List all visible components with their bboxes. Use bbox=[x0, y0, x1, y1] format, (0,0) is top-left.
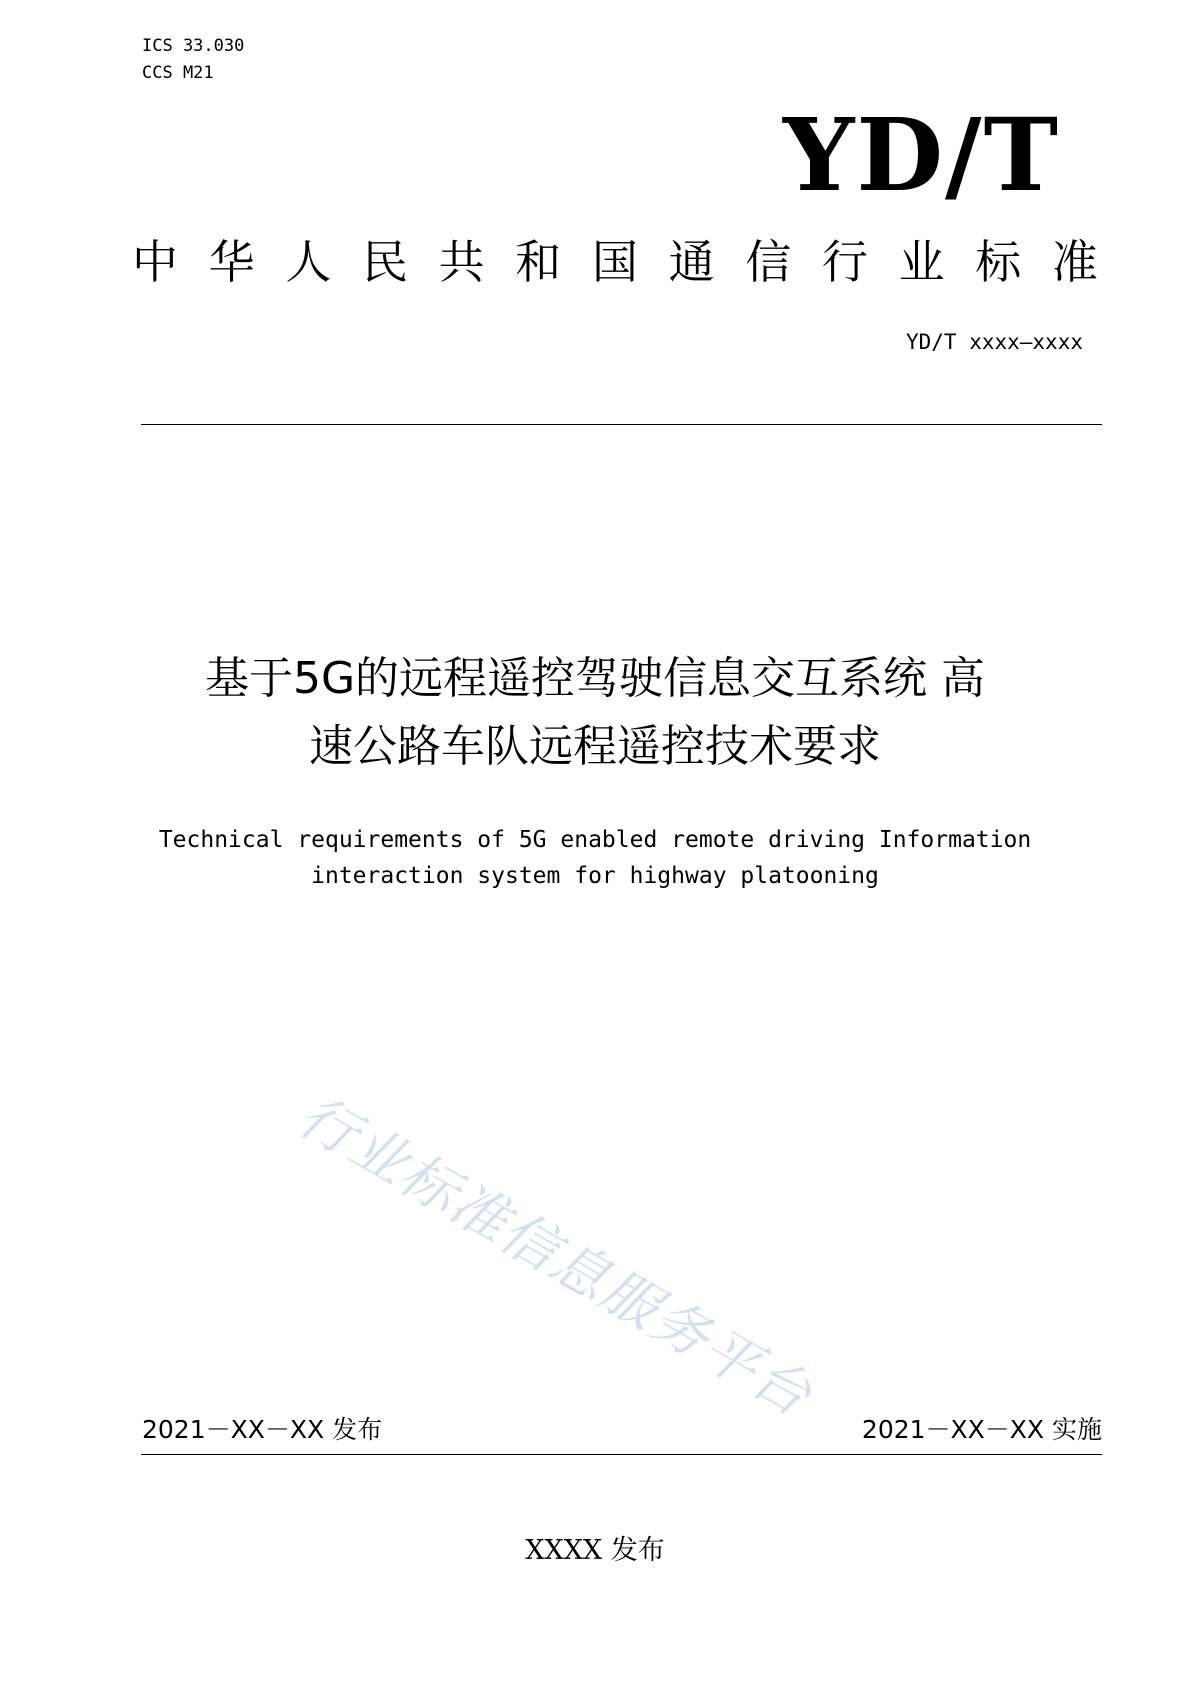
chinese-title-line-1: 基于5G的远程遥控驾驶信息交互系统 高 bbox=[204, 653, 986, 704]
organization-char: 共 bbox=[438, 235, 485, 289]
organization-char: 业 bbox=[898, 235, 945, 289]
standard-organization bbox=[132, 232, 1098, 292]
organization-char: 和 bbox=[515, 235, 562, 289]
bottom-divider bbox=[141, 1454, 1102, 1455]
organization-char: 行 bbox=[821, 235, 868, 289]
chinese-title-line-2: 速公路车队远程遥控技术要求 bbox=[309, 721, 881, 772]
organization-char: 标 bbox=[975, 235, 1022, 289]
ccs-code: CCS M21 bbox=[142, 63, 214, 83]
organization-char: 华 bbox=[208, 235, 255, 289]
standard-logo: YD/T bbox=[782, 96, 1060, 214]
top-divider bbox=[141, 424, 1102, 425]
english-title-line-2: interaction system for highway platooning bbox=[311, 863, 879, 889]
organization-char: 人 bbox=[285, 235, 332, 289]
organization-char: 中 bbox=[132, 235, 178, 289]
issue-date: 2021－XX－XX 发布 bbox=[142, 1415, 383, 1444]
organization-char: 国 bbox=[591, 235, 638, 289]
watermark: 行业标准信息服务平台 bbox=[288, 1083, 823, 1430]
organization-char: 信 bbox=[745, 235, 792, 289]
ics-code: ICS 33.030 bbox=[142, 36, 245, 56]
organization-char: 民 bbox=[361, 235, 408, 289]
standard-number: YD/T xxxx—xxxx bbox=[905, 330, 1083, 354]
organization-char: 准 bbox=[1051, 235, 1098, 289]
organization-char: 通 bbox=[668, 235, 715, 289]
publisher: XXXX 发布 bbox=[525, 1535, 665, 1566]
english-title-line-1: Technical requirements of 5G enabled remote driving Information bbox=[158, 827, 1032, 853]
implementation-date: 2021－XX－XX 实施 bbox=[861, 1415, 1102, 1444]
